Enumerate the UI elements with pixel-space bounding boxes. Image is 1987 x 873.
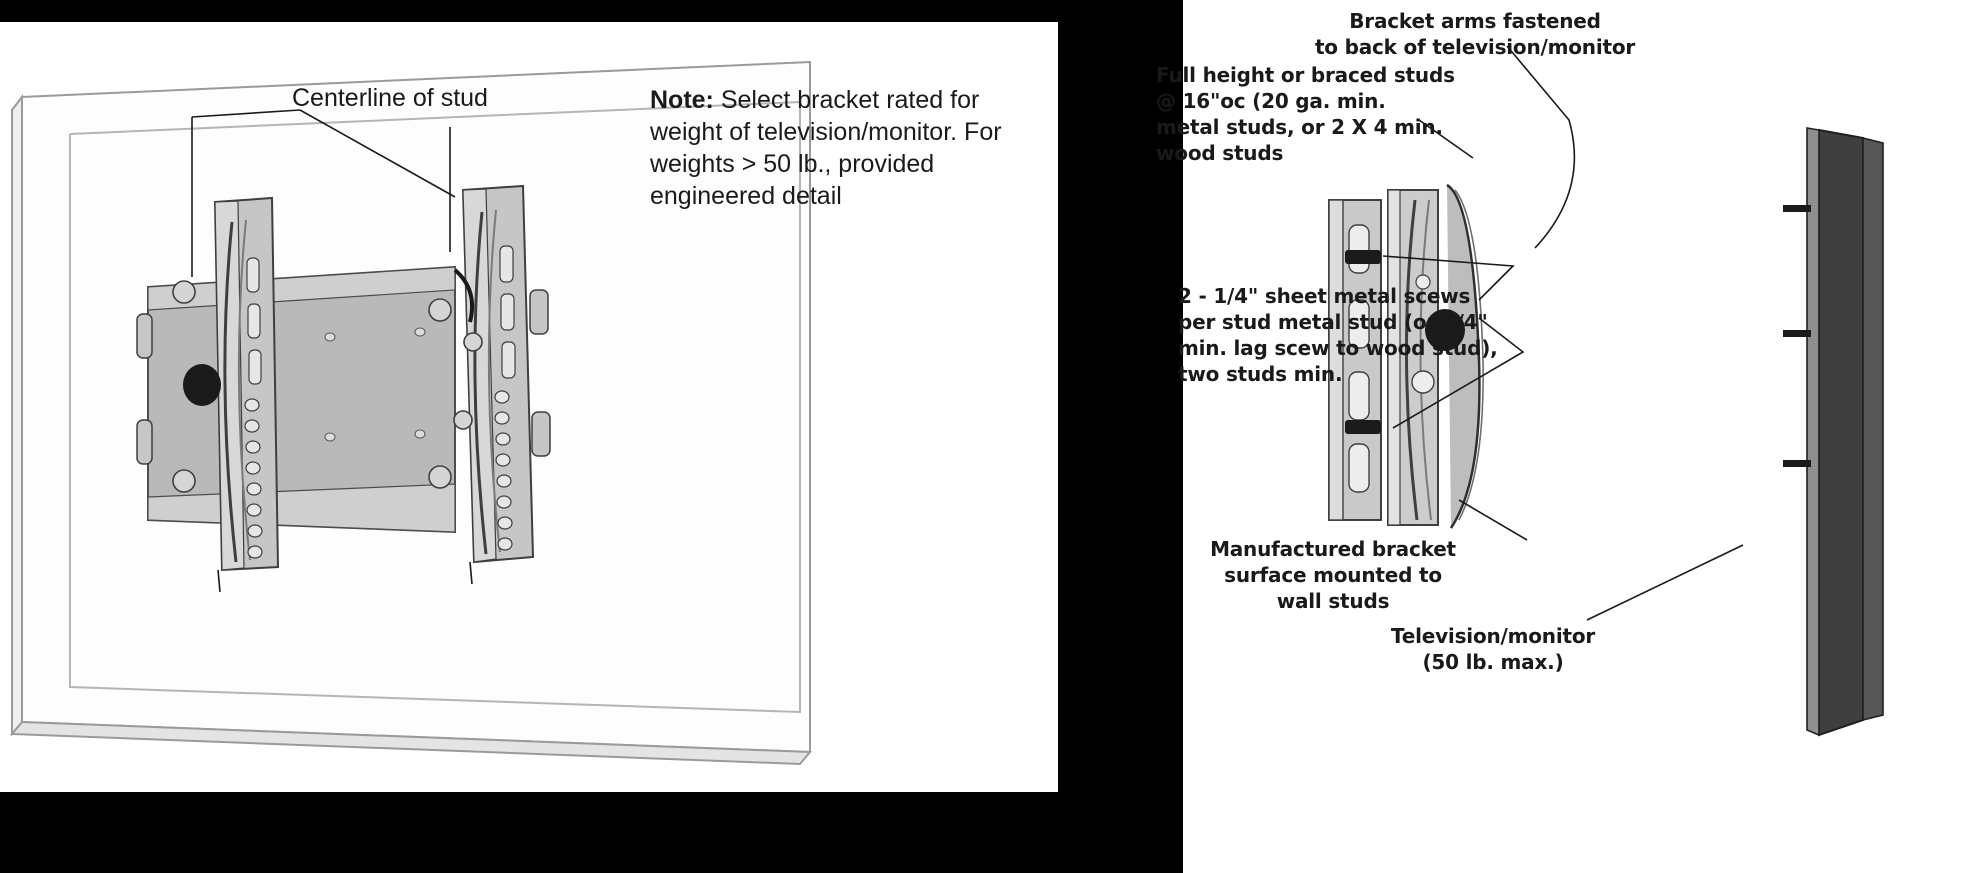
left-diagram-panel xyxy=(0,22,1058,792)
note-prefix: Note: xyxy=(650,86,714,114)
label-centerline-of-stud: Centerline of stud xyxy=(292,84,488,112)
label-television-line2: (50 lb. max.) xyxy=(1422,650,1564,674)
label-screws-line2: per stud metal stud (or 1/4" xyxy=(1178,310,1488,334)
label-bracket-arms-line1: Bracket arms fastened xyxy=(1349,9,1601,33)
label-studs-line3: metal studs, or 2 X 4 min. xyxy=(1156,115,1443,139)
label-television xyxy=(1303,623,1683,675)
label-television-line1: Television/monitor xyxy=(1390,624,1596,648)
label-screws-line3: min. lag scew to wood stud), xyxy=(1178,336,1498,360)
label-manufactured-line2: surface mounted to xyxy=(1224,563,1442,587)
label-bracket-arms-line2: to back of television/monitor xyxy=(1314,35,1636,59)
label-studs-line1: Full height or braced studs xyxy=(1156,63,1455,87)
label-bracket-arms xyxy=(1275,8,1675,60)
label-studs-line2: @ 16"oc (20 ga. min. xyxy=(1156,89,1386,113)
label-screws xyxy=(1178,283,1508,387)
label-screws-line4: two studs min. xyxy=(1178,362,1343,386)
note-block xyxy=(650,84,1050,212)
label-screws-line1: 2 - 1/4" sheet metal scews xyxy=(1178,284,1471,308)
right-diagram-panel xyxy=(1156,0,1987,873)
label-studs-line4: wood studs xyxy=(1156,141,1284,165)
left-diagram-illustration xyxy=(0,22,1058,792)
label-studs xyxy=(1156,62,1486,166)
note-text: Select bracket rated for weight of television/monitor. For weights > 50 lb., provided engineered detail xyxy=(650,86,1002,210)
label-manufactured-line3: wall studs xyxy=(1276,589,1390,613)
label-manufactured-line1: Manufactured bracket xyxy=(1210,537,1456,561)
label-manufactured-bracket xyxy=(1133,536,1533,614)
